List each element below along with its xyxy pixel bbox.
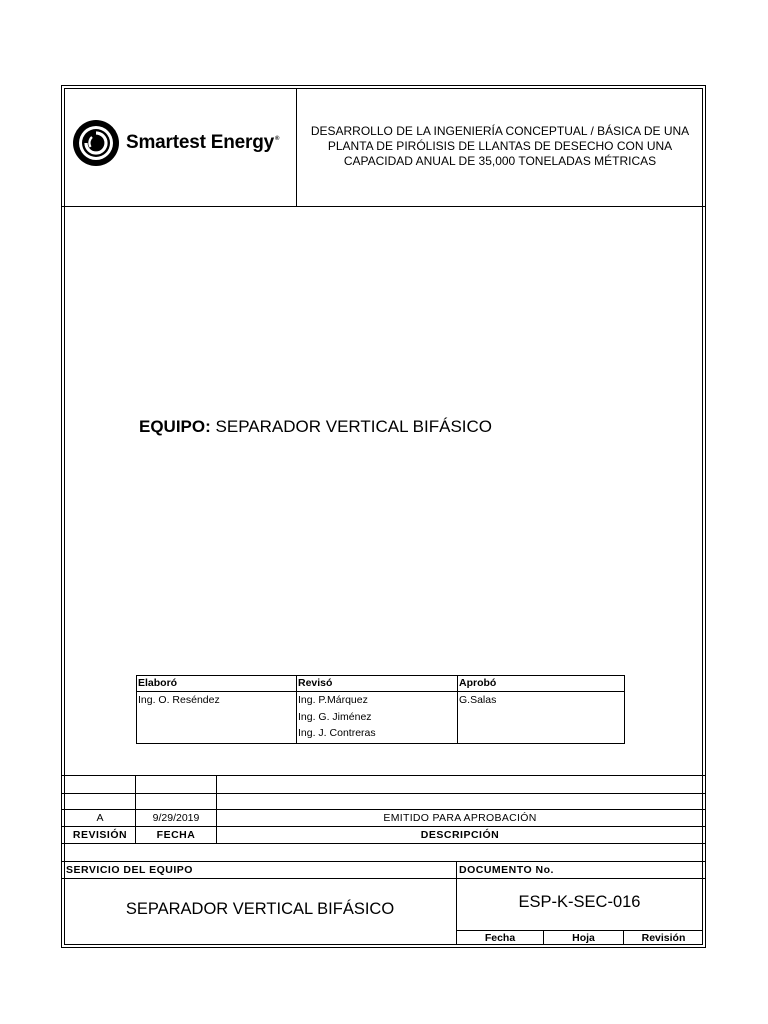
company-logo [72, 118, 279, 168]
document-number: ESP-K-SEC-016 [518, 893, 641, 911]
descripcion-header: DESCRIPCIÓN [420, 829, 500, 841]
footer-meta-line [456, 930, 703, 931]
project-title [298, 124, 702, 169]
smartest-energy-logo-icon [72, 119, 120, 167]
reviso-name: Ing. J. Contreras [298, 727, 376, 739]
signatures-header-line [136, 691, 625, 692]
servicio-value: SEPARADOR VERTICAL BIFÁSICO [125, 900, 395, 918]
aprobo-name: G.Salas [459, 694, 497, 706]
hoja-footer-label: Hoja [572, 932, 595, 944]
signatures-table [136, 675, 625, 744]
reviso-name: Ing. P.Márquez [298, 694, 368, 706]
revision-footer-label: Revisión [641, 932, 686, 944]
logo-wordmark: Smartest Energy® [126, 132, 280, 153]
revision-header: REVISIÓN [72, 829, 128, 841]
revision-row-line [61, 826, 706, 827]
revision-row-line [61, 843, 706, 844]
aprobo-header: Aprobó [459, 677, 497, 689]
equipment-value: SEPARADOR VERTICAL BIFÁSICO [215, 417, 493, 436]
signatures-col-divider [457, 675, 458, 744]
revision-description: EMITIDO PARA APROBACIÓN [383, 812, 537, 824]
equipment-title [139, 417, 492, 437]
revision-row-line [61, 793, 706, 794]
header-divider [296, 88, 297, 207]
project-title-line: PLANTA DE PIRÓLISIS DE LLANTAS DE DESECHO CON UNA [327, 139, 673, 153]
footer-label-line [61, 878, 706, 879]
revision-row-line [61, 809, 706, 810]
reviso-name: Ing. G. Jiménez [298, 711, 372, 723]
equipment-label: EQUIPO: [139, 417, 211, 436]
project-title-line: CAPACIDAD ANUAL DE 35,000 TONELADAS MÉTRICAS [343, 154, 657, 168]
reviso-header: Revisó [298, 677, 333, 689]
revision-code: A [96, 812, 104, 824]
project-title-line: DESARROLLO DE LA INGENIERÍA CONCEPTUAL / BÁSICA DE UNA [310, 124, 690, 138]
fecha-header: FECHA [156, 829, 196, 841]
revision-date: 9/29/2019 [152, 812, 200, 824]
fecha-footer-label: Fecha [484, 932, 516, 944]
documento-label: DOCUMENTO No. [459, 864, 554, 876]
signatures-col-divider [296, 675, 297, 744]
header-bottom-line [61, 206, 706, 207]
servicio-label: SERVICIO DEL EQUIPO [66, 864, 193, 876]
footer-top-line [61, 861, 706, 862]
revision-row-line [61, 775, 706, 776]
elaboro-header: Elaboró [138, 677, 178, 689]
elaboro-name: Ing. O. Reséndez [138, 694, 220, 706]
